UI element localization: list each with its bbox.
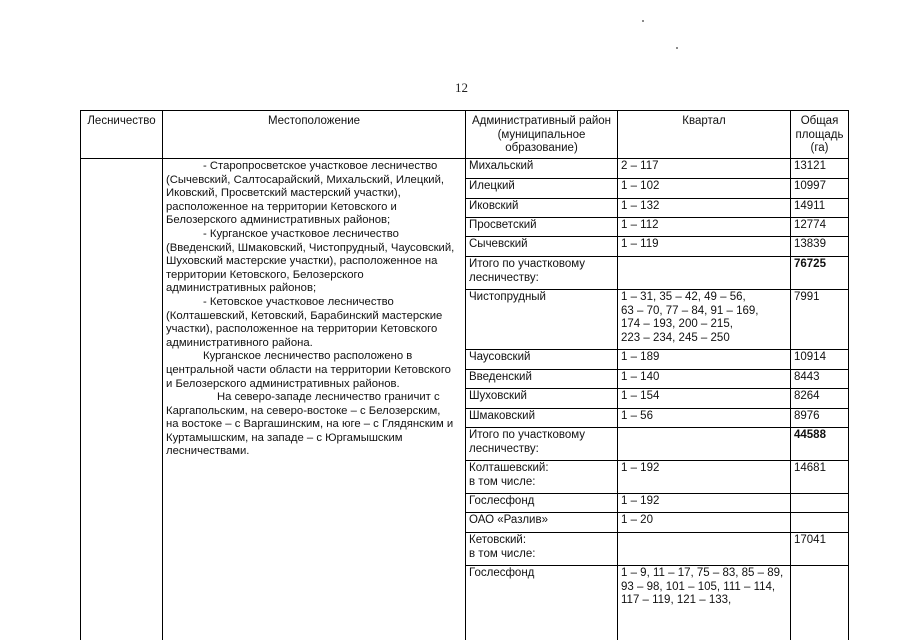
header-district-line: (муниципальное [497, 128, 586, 141]
district-line: Чистопрудный [469, 291, 546, 303]
location-line: участки), расположенное на территории Кетовского [166, 323, 438, 336]
quarter-line: 1 – 20 [621, 514, 653, 526]
district-line: Кетовский: [469, 534, 527, 546]
district-cell [466, 179, 618, 199]
district-line: Итого по участковому [469, 429, 586, 441]
district-cell [466, 566, 618, 640]
district-line: в том числе: [469, 475, 536, 488]
quarter-cell [618, 494, 791, 513]
header-forestry-label: Лесничество [87, 115, 156, 127]
quarter-cell [618, 370, 791, 389]
district-cell [466, 533, 618, 566]
quarter-line: 1 – 189 [621, 351, 660, 363]
quarter-line: 117 – 119, 121 – 133, [621, 594, 732, 607]
area-cell: 10997 [791, 179, 849, 199]
quarter-line: 1 – 112 [621, 219, 659, 231]
district-line: Илецкий [469, 180, 515, 192]
header-quarter-label: Квартал [682, 115, 726, 127]
district-cell [466, 461, 618, 494]
area-cell: 8443 [791, 370, 849, 389]
district-line: лесничеству: [469, 271, 539, 284]
district-line: Введенский [469, 371, 532, 383]
quarter-line: 1 – 154 [621, 390, 660, 402]
location-line: центральной части области на территории Кетовского [166, 363, 451, 376]
quarter-line: 174 – 193, 200 – 215, [621, 318, 733, 331]
district-cell [466, 409, 618, 428]
quarter-cell [618, 257, 791, 290]
quarter-line: 63 – 70, 77 – 84, 91 – 169, [621, 304, 759, 317]
location-line: - Кетовское участковое лесничество [203, 295, 394, 308]
scan-speck [676, 47, 678, 49]
district-cell [466, 494, 618, 513]
quarter-line: 1 – 132 [621, 200, 660, 212]
quarter-cell [618, 218, 791, 237]
header-area-line: (га) [810, 142, 829, 155]
quarter-line: 2 – 117 [621, 160, 659, 172]
district-line: Колташевский: [469, 462, 549, 474]
subtotal-area-cell: 44588 [791, 428, 849, 461]
district-line: Гослесфонд [469, 567, 535, 579]
quarter-cell [618, 290, 791, 350]
district-line: Шуховский [469, 390, 527, 402]
header-district-line: образование) [505, 142, 578, 155]
location-line: административного района. [166, 336, 313, 349]
quarter-line: 1 – 9, 11 – 17, 75 – 83, 85 – 89, [621, 567, 784, 579]
quarter-cell [618, 513, 791, 533]
area-cell [791, 494, 849, 513]
district-line: Итого по участковому [469, 258, 586, 270]
area-cell: 10914 [791, 350, 849, 370]
district-line: Гослесфонд [469, 495, 535, 507]
location-line: Курганское лесничество расположено в [203, 350, 413, 363]
district-line: Сычевский [469, 238, 528, 250]
location-line: Белозерского административных районов; [166, 214, 391, 227]
location-line: Каргапольским, на северо-востоке – с Белозерским, [166, 404, 441, 417]
district-cell [466, 237, 618, 257]
area-cell [791, 566, 849, 640]
quarter-line: 1 – 56 [621, 410, 653, 422]
district-line: Иковский [469, 200, 519, 212]
location-line: На северо-западе лесничество граничит с [217, 391, 440, 404]
header-location-label: Местоположение [267, 115, 361, 127]
area-cell: 8264 [791, 389, 849, 409]
area-cell: 8976 [791, 409, 849, 428]
quarter-line: 223 – 234, 245 – 250 [621, 331, 730, 344]
district-cell [466, 257, 618, 290]
district-cell [466, 290, 618, 350]
district-cell [466, 350, 618, 370]
location-line: расположенное на территории Кетовского и [166, 200, 397, 213]
quarter-cell [618, 428, 791, 461]
location-line: (Введенский, Шмаковский, Чистопрудный, Чаусовский, [166, 241, 455, 254]
district-line: лесничеству: [469, 442, 539, 455]
header-area-line: площадь [795, 128, 844, 141]
area-cell: 7991 [791, 290, 849, 350]
district-line: Шмаковский [469, 410, 536, 422]
district-cell [466, 199, 618, 218]
district-cell [466, 428, 618, 461]
area-cell: 12774 [791, 218, 849, 237]
area-cell: 13121 [791, 159, 849, 179]
header-area [791, 111, 849, 159]
location-line: - Старопросветское участковое лесничество [203, 160, 438, 172]
area-cell: 14681 [791, 461, 849, 494]
quarter-cell [618, 350, 791, 370]
district-line: Чаусовский [469, 351, 531, 363]
location-line: Шуховский мастерские участки), расположенное на [166, 255, 438, 268]
area-cell: 17041 [791, 533, 849, 566]
area-cell: 14911 [791, 199, 849, 218]
district-cell [466, 218, 618, 237]
quarter-cell [618, 237, 791, 257]
header-district-line: Административный район [471, 115, 612, 127]
page-number: 12 [455, 80, 468, 95]
location-line: Иковский, Просветский мастерский участки), [166, 187, 401, 200]
header-forestry [81, 111, 163, 159]
area-cell [791, 513, 849, 533]
quarter-cell [618, 461, 791, 494]
location-line: административных районов; [166, 282, 317, 295]
header-location [163, 111, 466, 159]
location-line: Куртамышским, на западе – с Юргамышским [166, 431, 403, 444]
location-line: - Курганское участковое лесничество [203, 227, 399, 240]
district-cell [466, 513, 618, 533]
district-line: Просветский [469, 219, 537, 231]
quarter-cell [618, 409, 791, 428]
quarter-line: 1 – 192 [621, 462, 660, 474]
location-line: территории Кетовского, Белозерского [166, 268, 364, 281]
header-quarter [618, 111, 791, 159]
quarter-line: 93 – 98, 101 – 105, 111 – 114, [621, 580, 776, 593]
district-cell [466, 389, 618, 409]
scan-speck [642, 20, 644, 22]
quarter-line: 1 – 102 [621, 180, 660, 192]
quarter-cell [618, 389, 791, 409]
location-line: на востоке – с Варгашинским, на юге – с Глядянским и [166, 418, 454, 431]
location-line: лесничествами. [166, 445, 250, 458]
header-area-line: Общая [800, 115, 839, 127]
location-line: (Сычевский, Салтосарайский, Михальский, Илецкий, [166, 173, 445, 186]
area-cell: 13839 [791, 237, 849, 257]
quarter-line: 1 – 192 [621, 495, 660, 507]
location-line: и Белозерского административных районов. [166, 377, 400, 390]
quarter-cell [618, 566, 791, 640]
quarter-cell [618, 533, 791, 566]
quarter-cell [618, 159, 791, 179]
header-district [466, 111, 618, 159]
forestry-name-cell [81, 159, 163, 640]
quarter-line: 1 – 140 [621, 371, 660, 383]
quarter-line: 1 – 31, 35 – 42, 49 – 56, [621, 291, 746, 303]
district-cell [466, 370, 618, 389]
district-cell [466, 159, 618, 179]
forestry-table [80, 110, 849, 640]
quarter-cell [618, 179, 791, 199]
quarter-cell [618, 199, 791, 218]
location-description [163, 159, 466, 640]
location-line: (Колташевский, Кетовский, Барабинский мастерские [166, 309, 443, 322]
district-line: Михальский [469, 160, 534, 172]
subtotal-area-cell: 76725 [791, 257, 849, 290]
quarter-line: 1 – 119 [621, 238, 659, 250]
district-line: в том числе: [469, 547, 536, 560]
district-line: ОАО «Разлив» [469, 514, 548, 526]
